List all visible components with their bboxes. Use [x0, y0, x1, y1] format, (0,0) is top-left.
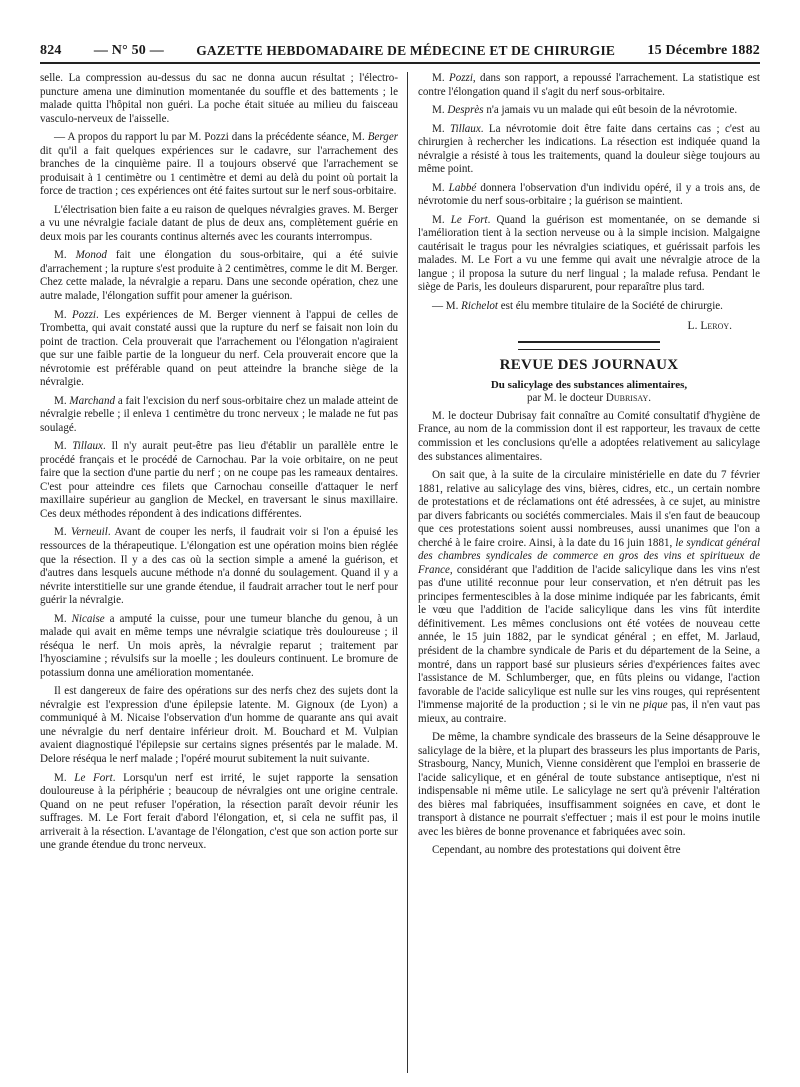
page-number: 824 [40, 43, 62, 58]
paragraph: M. Nicaise a amputé la cuisse, pour une tumeur blanche du genou, à un malade qui avait en même temps une névralgie sciatique très douloureuse ; il réséqua le nerf. Un mois après, la névralgie reparut ; traitement par l'hyosciamine ; révulsifs sur la moelle ; les douleurs continuent. Le bromure de potassium donna une amélioration momentanée. [40, 612, 398, 679]
section-rule [518, 341, 660, 343]
paragraph: M. Le Fort. Lorsqu'un nerf est irrité, le sujet rapporte la sensation douloureuse à la périphérie ; beaucoup de névralgies ont une origine centrale. Quand on ne peut refuser l'opération, la résection paraît devoir réunir les suffrages. M. Le Fort ferait d'abord l'élongation, et, si cela ne suffit pas, il arriverait à la résection. L'avantage de l'élongation, c'est que son action porte sur une grande étendue du tronc nerveux. [40, 771, 398, 852]
paragraph: M. Tillaux. Il n'y aurait peut-être pas lieu d'établir un parallèle entre le procédé français et le procédé de Carnochau. Par la voie orbitaire, on ne peut faire que la section d'une partie du nerf ; on ne coupe pas les rameaux dentaires. C'est pour atteindre ces filets que Carnochau conseille d'attaquer le nerf maxillaire supérieur au ganglion de Meckel, en traversant le sinus maxillaire. Ces deux méthodes répondent à des indications différentes. [40, 440, 398, 520]
right-column [418, 72, 760, 1073]
paragraph: L'électrisation bien faite a eu raison de quelques névralgies graves. M. Berger a vu une névralgie faciale datant de plus de deux ans, complètement guérie en deux mois par les courants continus alternés avec les courants interrompus. [40, 203, 398, 243]
issue-number: — N° 50 — [93, 43, 164, 58]
paragraph: M. Desprès n'a jamais vu un malade qui eût besoin de la névrotomie. [432, 104, 738, 117]
paragraph: M. Tillaux. La névrotomie doit être faite dans certains cas ; c'est au chirurgien à rechercher les indications. La résection est indiquée quand la névralgie a résisté à tous les traitements, quand la douleur siège toujours au même point. [418, 122, 760, 176]
paragraph: M. Pozzi, dans son rapport, a repoussé l'arrachement. La statistique est contre l'élongation quand il s'agit du nerf sous-orbitaire. [418, 72, 760, 98]
paragraph: — M. Richelot est élu membre titulaire de la Société de chirurgie. [432, 299, 723, 312]
section-title: REVUE DES JOURNAUX [499, 356, 679, 373]
journal-title: GAZETTE HEBDOMADAIRE DE MÉDECINE ET DE CHIRURGIE [196, 43, 616, 58]
paragraph: M. Verneuil. Avant de couper les nerfs, il faudrait voir si l'on a épuisé les ressources de la thérapeutique. L'élongation est une opération moins bien réglée que la résection. Il y a des cas où la section simple a amené la guérison, et d'autres dans lesquels aucune méthode n'a donné du soulagement. Quand il y a névrite interstitielle sur une grande étendue, il faudrait arracher tout le nerf pour guérir la névralgie. [40, 526, 398, 607]
issue-date: 15 Décembre 1882 [647, 43, 760, 58]
article-byline: par M. le docteur Dubrisay. [527, 392, 651, 405]
column-divider [407, 72, 408, 1073]
running-header [40, 40, 760, 64]
paragraph: M. le docteur Dubrisay fait connaître au Comité consultatif d'hygiène de France, au nom de la commission dont il est rapporteur, les travaux de cette commission et les conclusions qu'elle a adoptées relativement au salicylage des substances alimentaires. [418, 409, 760, 463]
signature: L. Leroy. [687, 319, 732, 332]
paragraph: Il est dangereux de faire des opérations sur des nerfs chez des sujets dont la névralgie est l'expression d'une épilepsie latente. M. Gignoux (de Lyon) a communiqué à M. Nicaise l'observation d'un homme de quarante ans qui avait une névralgie du nerf dentaire inférieur droit. M. Bouchard et M. Vulpian avaient diagnostiqué l'épilepsie sur certains signes présentés par le malade. M. Delore réséqua le nerf malade ; l'opéré mourut subitement la nuit suivante. [40, 685, 398, 765]
paragraph: M. Monod fait une élongation du sous-orbitaire, qui a été suivie d'arrachement ; la rupture s'est produite à 2 centimètres, comme le dit M. Berger. Chez cette malade, la névralgie a reparu. Dans une seconde opération, chez une autre malade, l'élongation suffit pour amener la guérison. [40, 249, 398, 302]
left-column [40, 72, 398, 1073]
paragraph: M. Marchand a fait l'excision du nerf sous-orbitaire chez un malade atteint de névralgie rebelle ; il enleva 1 centimètre du tronc nerveux ; le malade ne fut pas soulagé. [40, 394, 398, 434]
paragraph: On sait que, à la suite de la circulaire ministérielle en date du 7 février 1881, relative au salicylage des vins, bières, cidres, etc., un certain nombre de protestations et de réclamations ont été adressées, à ce sujet, au ministre par divers fabricants ou sociétés commerciales. Mais il s'en faut de beaucoup que ces protestations soient aussi nombreuses, aussi unanimes que l'on a cherché à le faire croire. Ainsi, à la date du 16 juin 1881, le syndicat général des chambres syndicales de commerce en gros des vins et spiritueux de France, considérant que l'addition de l'acide salicylique dans les vins n'est pas d'une utilité reconnue pour leur conservation, et n'en détruit pas les principes fermentescibles à la dose minime indiquée par les fabricants, émit le vœu que l'addition de l'acide salicylique dans les vins fût interdite définitivement. Les mêmes conclusions ont été votées de nouveau cette année, le 15 juin 1882, par le syndicat général ; en effet, M. Jarlaud, président de la chambre syndicale de Paris et du département de la Seine, a montré, dans un rapport basé sur plusieurs séries d'expériences faites avec l'assistance de M. Schlumberger, que, en fûts pleins ou vidange, l'action favorable de l'acide salicylique est nulle sur les vins rouges, qui représentent l'immense majorité de la production ; si le vin ne pique pas, il n'en vaut pas mieux, au contraire. [418, 469, 760, 725]
paragraph: M. Pozzi. Les expériences de M. Berger viennent à l'appui de celles de Trombetta, qui avait constaté aussi que la rupture du nerf se faisait non loin du point de traction. Cela prouverait que l'arrachement ou l'élongation n'agiraient que sur une faible partie de la longueur du nerf. Cela prouverait encore que la névrotomie est préférable quand on peut atteindre la branche siège de la névralgie. [40, 308, 398, 389]
paragraph: Cependant, au nombre des protestations qui doivent être [432, 844, 681, 857]
paragraph: M. Labbé donnera l'observation d'un individu opéré, il y a trois ans, de névrotomie du nerf sous-orbitaire ; la guérison se maintient. [418, 181, 760, 208]
paragraph: — A propos du rapport lu par M. Pozzi dans la précédente séance, M. Berger dit qu'il a fait quelques expériences sur le cadavre, sur l'arrachement des branches de la cinquième paire. Il a toujours observé que l'arrachement se produisait à 1 centimètre ou 1 centimètre et demi au delà du point où portait la force de traction ; ces expériences ont été faites surtout sur le nerf sous-orbitaire. [40, 131, 398, 198]
paragraph: M. Le Fort. Quand la guérison est momentanée, on se demande si l'amélioration tient à la section nerveuse ou à la simple incision. Malgaigne cautérisait le tragus pour les névralgies sciatiques, et guérissait parfois les malades. M. Le Fort a vu une femme qui avait une névralgie atroce de la langue ; il proposa la suture du nerf lingual ; la malade refusa. Pendant le siège de Paris, les douleurs disparurent, pour reparaître plus tard. [418, 213, 760, 294]
article-title: Du salicylage des substances alimentaires, [490, 378, 688, 391]
paragraph: De même, la chambre syndicale des brasseurs de la Seine désapprouve le salicylage de la bière, et la plupart des brasseurs les plus importants de Paris, Strasbourg, Nancy, Munich, Vienne considèrent que l'emploi en brasserie de l'acide salicylique, et en général de toute substance antiseptique, n'est ni indispensable ni même utile. Le salicylage ne sert qu'à prévenir l'altération des bières mal fabriquées, insuffisamment soignées en cave, et dont le transport à distance ne pourrait s'effectuer ; mais il est pour le moins inutile avec les bières de bonne provenance et fabriquées avec soin. [418, 731, 760, 838]
paragraph: selle. La compression au-dessus du sac ne donna aucun résultat ; l'électro-puncture amena une diminution momentanée du souffle et des battements ; le malade quitta l'hôpital non guéri. La poche était située au milieu du faisceau vasculo-nerveux de l'aisselle. [40, 72, 398, 125]
section-rule-thin [518, 349, 660, 350]
